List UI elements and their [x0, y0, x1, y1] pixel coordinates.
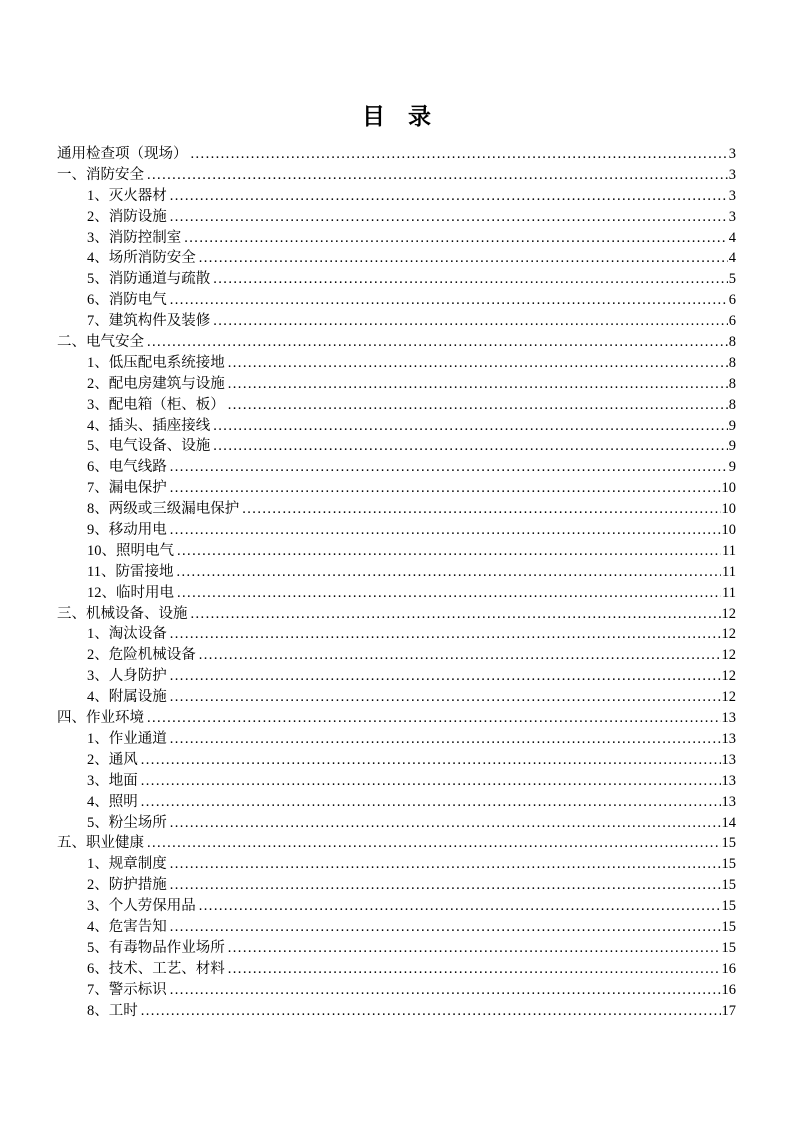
toc-leader-dots [170, 666, 721, 687]
toc-entry-label: 1、规章制度 [87, 856, 167, 873]
toc-leader-dots [228, 938, 721, 959]
page-title: 目 录 [362, 104, 431, 129]
toc-entry-label: 6、消防电气 [87, 292, 167, 309]
toc-entry [57, 353, 736, 374]
toc-entry-page-number: 4 [728, 250, 736, 267]
toc-leader-dots [213, 269, 728, 290]
toc-entry-label: 4、照明 [87, 793, 138, 810]
toc-leader-dots [176, 562, 721, 583]
toc-entry [57, 875, 736, 896]
toc-entry [57, 311, 736, 332]
toc-entry [57, 332, 736, 353]
toc-entry-page-number: 6 [728, 292, 736, 309]
toc-entry-page-number: 13 [721, 710, 736, 727]
toc-entry-label: 3、地面 [87, 772, 138, 789]
toc-entry [57, 186, 736, 207]
toc-entry-page-number: 15 [721, 918, 736, 935]
toc-entry-page-number: 10 [721, 522, 736, 539]
toc-entry-page-number: 13 [721, 772, 736, 789]
toc-entry-label: 8、工时 [87, 1002, 138, 1019]
toc-entry-label: 5、粉尘场所 [87, 814, 167, 831]
toc-entry [57, 833, 736, 854]
toc-entry-page-number: 3 [728, 187, 736, 204]
toc-entry-label: 2、通风 [87, 751, 138, 768]
toc-entry [57, 938, 736, 959]
toc-entry-page-number: 10 [721, 480, 736, 497]
toc-entry-page-number: 12 [721, 605, 736, 622]
toc-leader-dots [170, 875, 721, 896]
toc-entry [57, 478, 736, 499]
toc-entry-label: 3、配电箱（柜、板） [87, 396, 225, 413]
toc-entry-label: 4、场所消防安全 [87, 250, 196, 267]
toc-leader-dots [199, 896, 721, 917]
toc-entry-page-number: 14 [721, 814, 736, 831]
toc-entry [57, 729, 736, 750]
toc-leader-dots [170, 624, 721, 645]
toc-entry [57, 666, 736, 687]
toc-leader-dots [141, 771, 721, 792]
toc-entry [57, 395, 736, 416]
toc-entry-page-number: 9 [728, 459, 736, 476]
toc-entry-label: 7、漏电保护 [87, 480, 167, 497]
toc-entry [57, 854, 736, 875]
toc-entry [57, 645, 736, 666]
toc-leader-dots [170, 813, 721, 834]
toc-leader-dots [147, 165, 728, 186]
toc-entry-label: 6、技术、工艺、材料 [87, 960, 225, 977]
toc-entry [57, 374, 736, 395]
table-of-contents [57, 144, 736, 1021]
toc-leader-dots [177, 583, 721, 604]
toc-leader-dots [170, 186, 728, 207]
toc-leader-dots [199, 248, 728, 269]
toc-leader-dots [184, 228, 728, 249]
toc-entry [57, 541, 736, 562]
toc-leader-dots [170, 290, 728, 311]
toc-entry [57, 562, 736, 583]
toc-entry-label: 8、两级或三级漏电保护 [87, 501, 240, 518]
toc-entry [57, 228, 736, 249]
toc-entry [57, 896, 736, 917]
toc-entry [57, 687, 736, 708]
toc-entry [57, 980, 736, 1001]
toc-leader-dots [147, 708, 721, 729]
toc-entry-label: 三、机械设备、设施 [57, 605, 188, 622]
toc-entry-label: 4、危害告知 [87, 918, 167, 935]
toc-entry-label: 4、插头、插座接线 [87, 417, 211, 434]
toc-entry-label: 2、配电房建筑与设施 [87, 375, 225, 392]
toc-entry [57, 917, 736, 938]
toc-entry-label: 2、防护措施 [87, 877, 167, 894]
toc-entry [57, 457, 736, 478]
toc-entry [57, 771, 736, 792]
toc-entry-label: 1、作业通道 [87, 730, 167, 747]
toc-entry [57, 604, 736, 625]
toc-entry [57, 792, 736, 813]
toc-entry-label: 1、淘汰设备 [87, 626, 167, 643]
toc-leader-dots [228, 395, 728, 416]
toc-entry-page-number: 11 [722, 563, 736, 580]
toc-entry [57, 520, 736, 541]
toc-entry-page-number: 5 [728, 271, 736, 288]
toc-entry-label: 二、电气安全 [57, 334, 144, 351]
toc-entry-label: 5、有毒物品作业场所 [87, 939, 225, 956]
toc-entry [57, 499, 736, 520]
toc-entry [57, 1001, 736, 1022]
toc-leader-dots [191, 144, 728, 165]
toc-leader-dots [199, 645, 721, 666]
toc-leader-dots [170, 980, 721, 1001]
toc-entry [57, 624, 736, 645]
toc-entry [57, 144, 736, 165]
toc-entry-page-number: 12 [721, 668, 736, 685]
toc-entry-label: 10、照明电气 [87, 542, 174, 559]
toc-entry-label: 5、消防通道与疏散 [87, 271, 211, 288]
toc-entry-page-number: 10 [721, 501, 736, 518]
toc-leader-dots [213, 311, 728, 332]
toc-entry-page-number: 13 [721, 730, 736, 747]
toc-entry-page-number: 15 [721, 939, 736, 956]
toc-entry-page-number: 4 [728, 229, 736, 246]
toc-leader-dots [191, 604, 721, 625]
toc-entry [57, 269, 736, 290]
toc-entry-page-number: 15 [721, 835, 736, 852]
toc-entry-label: 通用检查项（现场） [57, 146, 188, 162]
toc-entry-label: 一、消防安全 [57, 166, 144, 183]
toc-entry [57, 750, 736, 771]
toc-entry-page-number: 9 [728, 417, 736, 434]
toc-entry-label: 五、职业健康 [57, 835, 144, 852]
toc-entry [57, 813, 736, 834]
toc-leader-dots [228, 374, 728, 395]
toc-entry-page-number: 3 [728, 146, 736, 162]
toc-entry-label: 6、电气线路 [87, 459, 167, 476]
toc-entry-page-number: 8 [728, 354, 736, 371]
toc-entry-page-number: 17 [721, 1002, 736, 1019]
toc-entry-page-number: 11 [722, 584, 736, 601]
toc-entry [57, 207, 736, 228]
toc-entry-page-number: 15 [721, 898, 736, 915]
toc-leader-dots [170, 207, 728, 228]
toc-entry [57, 290, 736, 311]
toc-entry-label: 2、危险机械设备 [87, 647, 196, 664]
toc-entry [57, 583, 736, 604]
toc-leader-dots [170, 729, 721, 750]
toc-leader-dots [141, 750, 721, 771]
toc-entry-page-number: 13 [721, 793, 736, 810]
toc-leader-dots [147, 833, 721, 854]
toc-leader-dots [170, 687, 721, 708]
toc-entry-page-number: 8 [728, 375, 736, 392]
toc-entry-page-number: 11 [722, 542, 736, 559]
toc-entry-label: 12、临时用电 [87, 584, 174, 601]
toc-entry-label: 7、建筑构件及装修 [87, 313, 211, 330]
toc-entry [57, 959, 736, 980]
toc-entry [57, 248, 736, 269]
toc-leader-dots [170, 520, 721, 541]
toc-entry [57, 436, 736, 457]
toc-entry-label: 11、防雷接地 [87, 563, 174, 580]
toc-leader-dots [141, 1001, 721, 1022]
toc-entry-page-number: 3 [728, 166, 736, 183]
toc-entry-label: 四、作业环境 [57, 710, 144, 727]
toc-entry-page-number: 13 [721, 751, 736, 768]
toc-entry [57, 708, 736, 729]
toc-entry-label: 3、消防控制室 [87, 229, 182, 246]
toc-entry-page-number: 12 [721, 647, 736, 664]
toc-entry-label: 4、附属设施 [87, 689, 167, 706]
toc-leader-dots [170, 478, 721, 499]
toc-entry-page-number: 8 [728, 334, 736, 351]
toc-leader-dots [170, 854, 721, 875]
toc-leader-dots [170, 457, 728, 478]
toc-entry-page-number: 16 [721, 960, 736, 977]
toc-leader-dots [170, 917, 721, 938]
toc-leader-dots [213, 436, 728, 457]
toc-leader-dots [228, 353, 728, 374]
toc-entry-page-number: 6 [728, 313, 736, 330]
toc-leader-dots [147, 332, 728, 353]
toc-entry-label: 3、人身防护 [87, 668, 167, 685]
toc-entry-page-number: 15 [721, 856, 736, 873]
toc-entry-label: 5、电气设备、设施 [87, 438, 211, 455]
toc-entry-page-number: 12 [721, 626, 736, 643]
toc-entry-page-number: 9 [728, 438, 736, 455]
toc-entry-label: 2、消防设施 [87, 208, 167, 225]
toc-entry-page-number: 8 [728, 396, 736, 413]
toc-leader-dots [228, 959, 721, 980]
toc-leader-dots [213, 416, 728, 437]
toc-entry-page-number: 16 [721, 981, 736, 998]
toc-leader-dots [242, 499, 720, 520]
toc-entry-label: 1、低压配电系统接地 [87, 354, 225, 371]
toc-entry [57, 165, 736, 186]
toc-entry-page-number: 3 [728, 208, 736, 225]
toc-entry-page-number: 15 [721, 877, 736, 894]
toc-leader-dots [141, 792, 721, 813]
toc-entry-label: 9、移动用电 [87, 522, 167, 539]
toc-entry-page-number: 12 [721, 689, 736, 706]
toc-entry-label: 7、警示标识 [87, 981, 167, 998]
toc-entry-label: 3、个人劳保用品 [87, 898, 196, 915]
toc-leader-dots [177, 541, 721, 562]
toc-entry [57, 416, 736, 437]
toc-entry-label: 1、灭火器材 [87, 187, 167, 204]
